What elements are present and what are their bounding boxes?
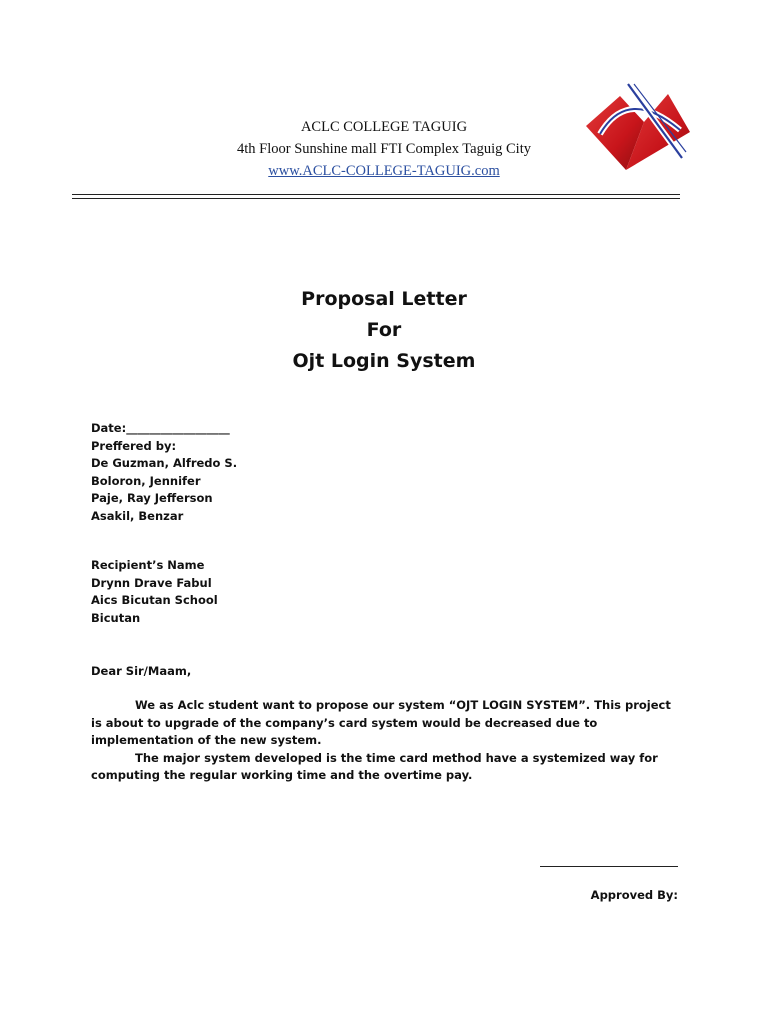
title-line-3: Ojt Login System [292, 350, 476, 372]
recipient-label: Recipient’s Name [91, 558, 205, 572]
approved-by-label: Approved By: [590, 888, 678, 902]
preferred-by-label: Preffered by: [91, 438, 177, 453]
sender-name: De Guzman, Alfredo S. [91, 456, 238, 470]
title-line-1: Proposal Letter [301, 288, 467, 310]
signature-line [540, 866, 678, 867]
school-website-link[interactable]: www.ACLC-COLLEGE-TAGUIG.com [268, 163, 500, 179]
letterhead-divider-secondary [72, 198, 680, 199]
sender-block [91, 420, 237, 525]
date-field: Date:__________________ [91, 421, 230, 435]
recipient-location: Bicutan [91, 610, 141, 625]
school-address: 4th Floor Sunshine mall FTI Complex Taguig City [237, 141, 531, 157]
school-name: ACLC COLLEGE TAGUIG [300, 119, 468, 135]
school-logo-icon [582, 82, 694, 178]
recipient-school: Aics Bicutan School [91, 593, 218, 607]
sender-name: Asakil, Benzar [91, 508, 184, 523]
salutation: Dear Sir/Maam, [91, 664, 192, 678]
letterhead-divider [72, 194, 680, 195]
sender-name: Boloron, Jennifer [91, 473, 201, 488]
sender-name: Paje, Ray Jefferson [91, 491, 213, 505]
title-line-2: For [366, 319, 402, 341]
letter-body [91, 697, 681, 785]
recipient-block [91, 557, 218, 627]
body-paragraph-1: We as Aclc student want to propose our system “OJT LOGIN SYSTEM”. This project is about to upgrade of the company’s card system would be decreased due to implementation of the new system. [91, 698, 671, 747]
document-title [184, 284, 584, 377]
body-paragraph-2: The major system developed is the time card method have a systemized way for computing the regular working time and the overtime pay. [91, 750, 658, 782]
letterhead [200, 116, 568, 182]
recipient-name: Drynn Drave Fabul [91, 575, 212, 590]
